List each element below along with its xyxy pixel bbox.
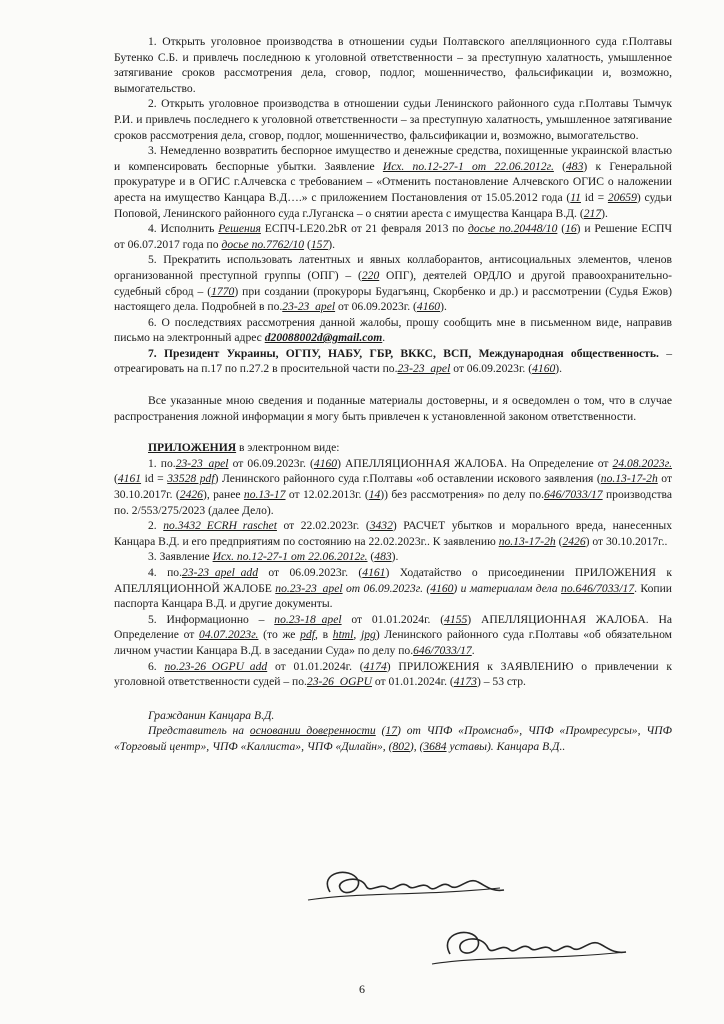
text: )) без рассмотрения» по делу по. [380, 488, 544, 502]
item-2 [114, 96, 672, 143]
text: ). [601, 206, 608, 220]
text: ) от 30.10.2017г.. [585, 534, 668, 548]
link[interactable]: 4155 [444, 612, 468, 626]
text: 3. Немедленно возвратить беспорное имущество и денежные средства, похищенные украинской властью и компенсировать беспорные убытки. Заявление [114, 144, 672, 173]
text: 5. Прекратить использовать латентных и явных коллаборантов, антисоциальных элементов, членов организованной преступной группы (ОПГ) – ( [114, 253, 672, 282]
text: ) РАСЧЕТ убытков и морального вреда, нанесенных Канцара В.Д. и его предприятиям по состоянию на 22.02.2023г.. К заявлению [114, 519, 672, 548]
link[interactable]: Решения [218, 222, 261, 236]
text: ) судьи Поповой, Ленинского районного суда г.Луганска – о снятии ареста с имущества Канцара В.Д. ( [114, 190, 672, 220]
link[interactable]: по.23-23_apel [275, 581, 343, 595]
text: ) Ленинского районного суда г.Полтавы «об обязательном личном участии Канцара В.Д. в заседании Суда» по делу по. [114, 628, 673, 657]
link[interactable]: 4160 [416, 300, 441, 314]
link[interactable]: 04.07.2023г. [199, 628, 259, 642]
link[interactable]: 23-23_apel_add [182, 566, 258, 579]
text: ) и материалам дела [453, 581, 562, 595]
text: id = [580, 190, 608, 204]
link[interactable]: 4160 [532, 362, 556, 376]
link[interactable]: 33528 pdf [167, 472, 215, 486]
appendix-title [114, 440, 672, 456]
text: ) при создании (прокуроры Будагъянц, Скорбенко и др.) и рассмотрении (Судья Ежов) настоящего дела. Подробней в по. [114, 284, 672, 314]
text: от 06.09.2023г. ( [258, 566, 363, 579]
item-6 [114, 315, 672, 346]
item-3 [114, 143, 672, 221]
page-number: 6 [359, 982, 365, 996]
signer-name: Гражданин Канцара В.Д. [148, 708, 275, 722]
link[interactable]: по.13-17-2h [498, 534, 556, 548]
text: производства по. 2/553/275/2023 (далее Дело). [114, 488, 672, 517]
link[interactable]: 16 [565, 222, 577, 236]
link[interactable]: 23-26_OGPU [306, 675, 372, 689]
link[interactable]: по.646/7033/17 [561, 581, 635, 595]
appendix-item-6 [114, 659, 672, 690]
text: ) ПРИЛОЖЕНИЯ к ЗАЯВЛЕНИЮ о привлечении к уголовной ответственности судей – по. [114, 659, 672, 689]
appendix-item-3 [114, 549, 672, 565]
text: ). [555, 362, 563, 376]
text: . [471, 643, 475, 657]
text: , в [314, 628, 333, 642]
link[interactable]: основании доверенности [249, 724, 376, 738]
text: ) к Генеральной прокуратуре и в ОГИС г.Алчевска с требованием – «Отменить постановление Алчевского ОГИС о наложении ареста на имущество Канцара В.Д….» с приложением Постановления от 15.05.2012 года ( [114, 159, 672, 204]
link[interactable]: 11 [570, 190, 581, 204]
text: 3. Заявление [148, 550, 213, 564]
item-1-text: 1. Открыть уголовное производства в отношении судьи Полтавского апелляционного суда г.Полтавы Бутенко С.Б. и привлечь последнюю к уголовной ответственности – за преступную халатность, умышленное затягивание сроков рассмотрения дела, сговор, подлог, мошенничество, фальсификации и, возможно, вымогательство. [114, 35, 672, 95]
link[interactable]: досье no.7762/10 [221, 237, 305, 251]
signer-line [114, 708, 672, 724]
text: – отреагировать на п.17 по п.27.2 в просительной части по. [114, 346, 672, 376]
text: , [353, 628, 361, 642]
link[interactable]: 23-23_apel [397, 362, 451, 376]
link[interactable]: 20659 [607, 190, 637, 204]
text: 1. по. [148, 456, 176, 470]
item-1 [114, 34, 672, 96]
addressees: 7. Президент Украины, ОГПУ, НАБУ, ГБР, ВККС, ВСП, Международная общественность. [148, 346, 659, 360]
text: 4. Исполнить [148, 222, 219, 236]
email-link[interactable]: d20088002d@gmail.com [264, 331, 383, 345]
link[interactable]: 646/7033/17 [543, 488, 603, 502]
text: ) АПЕЛЛЯЦИОННАЯ ЖАЛОБА. На Определение от [337, 456, 613, 470]
appendix-item-1 [114, 456, 672, 518]
link[interactable]: Исх. по.12-27-1 от 22.06.2012г. [212, 550, 368, 564]
link[interactable]: 3432 [369, 519, 393, 533]
representative-line [114, 723, 672, 754]
text: 4. по. [148, 566, 182, 579]
link[interactable]: 483 [565, 159, 584, 173]
link[interactable]: 157 [310, 237, 329, 251]
link[interactable]: 1770 [211, 284, 235, 298]
link[interactable]: 483 [374, 550, 392, 564]
text: ( [375, 724, 386, 738]
text: ) АПЕЛЛЯЦИОННАЯ ЖАЛОБА. На Определение от [114, 612, 672, 642]
text: ) – 53 стр. [476, 675, 526, 689]
text: 6. [148, 659, 165, 673]
appendix-heading: ПРИЛОЖЕНИЯ [148, 441, 237, 455]
text: ( [367, 550, 375, 564]
link[interactable]: 24.08.2023г. [612, 456, 672, 470]
link[interactable]: jpg [361, 628, 376, 642]
appendix-item-4 [114, 565, 672, 612]
link[interactable]: Исх. no.12-27-1 от 22.06.2012г. [382, 159, 554, 173]
text: ), ранее [202, 488, 244, 502]
text: от 22.02.2023г. ( [276, 519, 370, 533]
link[interactable]: 14 [368, 488, 381, 502]
text: от 30.10.2017г. ( [114, 472, 673, 502]
text: ) Ходатайство о присоединении ПРИЛОЖЕНИЯ к АПЕЛЛЯЦИОННОЙ ЖАЛОБЕ [114, 566, 672, 595]
link[interactable]: 4160 [430, 581, 454, 595]
signature-block [114, 708, 672, 755]
text: Представитель на [148, 724, 250, 738]
text: ЕСПЧ-LE20.2bR от 21 февраля 2013 по [260, 222, 469, 236]
link[interactable]: 220 [361, 268, 380, 282]
text: 6. О последствиях рассмотрения данной жалобы, прошу сообщить мне в письменном виде, направив письмо на электронный адрес [114, 315, 672, 345]
text: ( [114, 472, 118, 486]
item-4 [114, 221, 672, 252]
link[interactable]: 4174 [363, 659, 387, 673]
link[interactable]: 23-23_apel [175, 456, 229, 470]
text: ( [557, 222, 566, 236]
link[interactable]: 802 [392, 739, 410, 753]
link[interactable]: по.23-26_OGPU_add [164, 659, 268, 673]
text: ). [440, 300, 447, 314]
text: ) Ленинского районного суда г.Полтавы «об оставлении искового заявления ( [214, 472, 601, 486]
text: ) и Решение ЕСПЧ от 06.07.2017 года по [114, 222, 672, 251]
link[interactable]: 3684 [423, 739, 447, 753]
link[interactable]: 23-23_apel [282, 300, 336, 314]
text: ( [553, 159, 566, 173]
text: ). [328, 237, 335, 251]
text: id = [141, 472, 168, 486]
appendix-item-2 [114, 518, 672, 549]
handwritten-signature-1 [300, 862, 510, 910]
text: ), ( [409, 739, 424, 753]
link[interactable]: по.13-17 [243, 488, 286, 502]
link[interactable]: 217 [583, 206, 602, 220]
text: (то же [258, 628, 301, 642]
link[interactable]: 2426 [179, 488, 203, 502]
text: ( [304, 237, 311, 251]
link[interactable]: досье no.20448/10 [468, 222, 558, 236]
link[interactable]: html [332, 628, 354, 642]
text: от 06.09.2023г. ( [228, 456, 314, 470]
link[interactable]: pdf [300, 628, 315, 642]
link[interactable]: 4160 [313, 456, 338, 470]
link[interactable]: 4173 [453, 675, 477, 689]
text: 2. [148, 519, 164, 533]
text: от 01.01.2024г. ( [267, 659, 364, 673]
text: ). [391, 550, 399, 564]
text: в электронном виде: [236, 441, 340, 455]
link[interactable]: 2426 [562, 534, 586, 548]
text: от 01.01.2024г. ( [371, 675, 454, 689]
item-2-text: 2. Открыть уголовное производства в отношении судьи Ленинского районного суда г.Полтавы Тымчук Р.И. и привлечь последнего к уголовной ответственности – за преступную халатность, умышленное затягивание сроков рассмотрения дела, сговор, подлог, мошенничество, фальсификации и, возможно, вымогательство. [114, 97, 672, 142]
text: от 06.09.2023г. ( [450, 362, 533, 376]
text: от 06.09.2023г. ( [342, 581, 431, 595]
declaration-text: Все указанные мною сведения и поданные материалы достоверны, и я осведомлен о том, что в случае распространения ложной информации я могу быть привлечен к установленной законом ответственности. [114, 394, 672, 423]
text: ) от ЧПФ «Промснаб», ЧПФ «Промресурсы», ЧПФ «Торговый центр», ЧПФ «Каллиста», ЧПФ «Дилайн», ( [114, 724, 672, 753]
link[interactable]: по.13-17-2h [600, 472, 658, 486]
item-5 [114, 252, 672, 314]
item-7 [114, 346, 672, 377]
link[interactable]: по.23-18_apel [274, 612, 342, 626]
text: от 12.02.2013г. ( [285, 488, 369, 502]
link[interactable]: по.3432_ECRH_raschet [163, 519, 277, 533]
text: . Копии паспорта Канцара В.Д. и другие документы. [114, 581, 672, 611]
link[interactable]: 646/7033/17 [413, 643, 472, 657]
text: от 06.09.2023г. ( [335, 300, 417, 314]
link[interactable]: 4161 [362, 566, 386, 579]
appendix-item-5 [114, 612, 672, 659]
text: ( [555, 534, 563, 548]
text: уставы). Канцара В.Д.. [446, 739, 566, 753]
link[interactable]: 17 [385, 724, 398, 738]
text: 5. Информационно – [148, 612, 275, 626]
link[interactable]: 4161 [117, 472, 142, 486]
text: . [382, 331, 386, 345]
handwritten-signature-2 [430, 922, 630, 972]
declaration [114, 393, 672, 424]
text: от 01.01.2024г. ( [341, 612, 445, 626]
text: ОПГ), деятелей ОРДЛО и другой правоохранительно-судебный сброд – ( [114, 268, 672, 298]
